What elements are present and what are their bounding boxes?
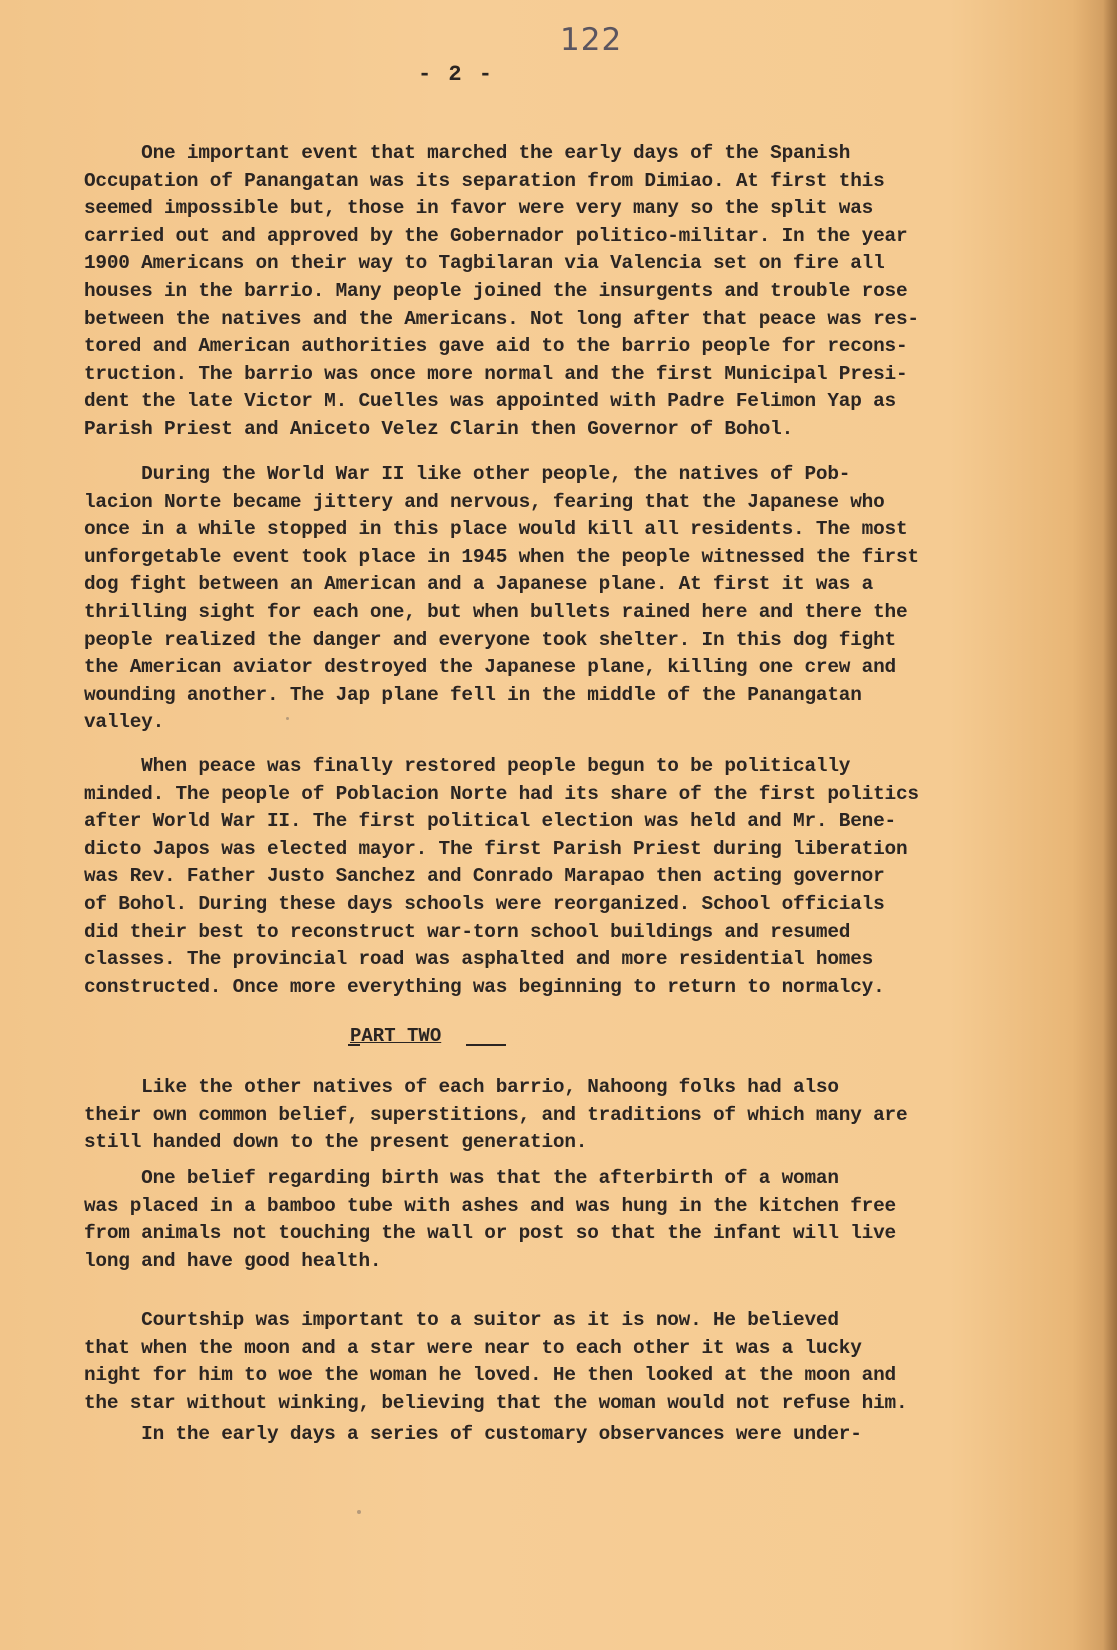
section-heading-part-two: PART TWO <box>350 1025 442 1047</box>
paper-speck <box>357 1510 361 1514</box>
handwritten-page-number: 122 <box>560 22 623 58</box>
paragraph-spanish-occupation: One important event that marched the early days of the Spanish Occupation of Panangatan was its separation from Dimiao. At first this seemed impossible but, those in favor were very many so the split was carried out and approved by the Gobernador politico-militar. In the year 1900 Americans on their way to Tagbilaran via Valencia set on fire all houses in the barrio. Many people joined the insurgents and trouble rose between the natives and the Americans. Not long after that peace was res- tored and American authorities gave aid to the barrio people for recons- truction. The barrio was once more normal and the first Municipal Presi- dent the late Victor M. Cuelles was appointed with Padre Felimon Yap as Parish Priest and Aniceto Velez Clarin then Governor of Bohol. <box>84 142 919 440</box>
paragraph-liberation: When peace was finally restored people begun to be politically minded. The people of Poblacion Norte had its share of the first politics after World War II. The first political election was held and Mr. Bene- dicto Japos was elected mayor. The first Parish Priest during liberation was Rev. Father Justo Sanchez and Conrado Marapao then acting governor of Bohol. During these days schools were reorganized. School officials did their best to reconstruct war-torn school buildings and resumed classes. The provincial road was asphalted and more residential homes constructed. Once more everything was beginning to return to normalcy. <box>84 755 919 998</box>
page-number: - 2 - <box>418 62 495 87</box>
paper-speck <box>286 717 289 720</box>
heading-underline-right <box>466 1044 506 1046</box>
page-edge-shadow <box>1103 0 1117 1650</box>
paragraph-customary-observances: In the early days a series of customary observances were under- <box>84 1423 862 1445</box>
paragraph-world-war-two: During the World War II like other people, the natives of Pob- lacion Norte became jittery and nervous, fearing that the Japanese who once in a while stopped in this place would kill all residents. The most unforgetable event took place in 1945 when the people witnessed the first dog fight between an American and a Japanese plane. At first it was a thrilling sight for each one, but when bullets rained here and there the people realized the danger and everyone took shelter. In this dog fight the American aviator destroyed the Japanese plane, killing one crew and wounding another. The Jap plane fell in the middle of the Panangatan valley. <box>84 463 919 734</box>
paragraph-courtship: Courtship was important to a suitor as it is now. He believed that when the moon and a star were near to each other it was a lucky night for him to woe the woman he loved. He then looked at the moon and the star without winking, believing that the woman would not refuse him. <box>84 1309 908 1414</box>
paragraph-birth-belief: One belief regarding birth was that the afterbirth of a woman was placed in a bamboo tube with ashes and was hung in the kitchen free from animals not touching the wall or post so that the infant will live long and have good health. <box>84 1167 896 1272</box>
paragraph-beliefs: Like the other natives of each barrio, Nahoong folks had also their own common belief, superstitions, and traditions of which many are still handed down to the present generation. <box>84 1076 908 1154</box>
